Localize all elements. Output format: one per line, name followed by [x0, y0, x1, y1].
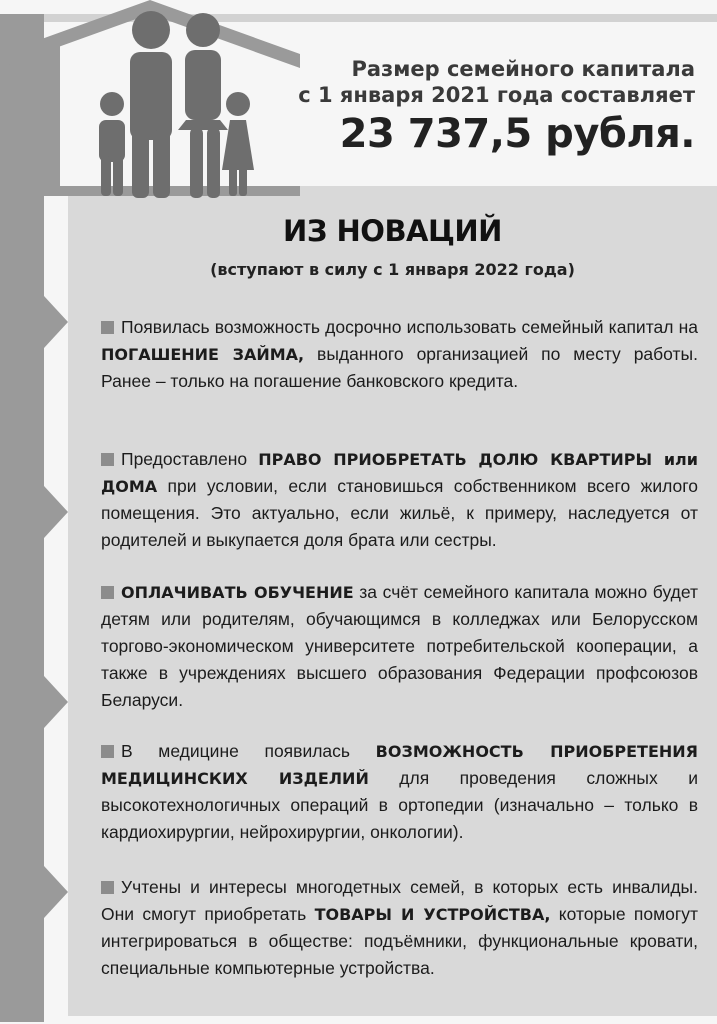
capital-amount: 23 737,5 рубля.: [339, 111, 695, 157]
house-wall-left: [44, 46, 60, 196]
list-item: Предоставлено ПРАВО ПРИОБРЕТАТЬ ДОЛЮ КВАРТИРЫ или ДОМА при условии, если становишься собственником всего жилого помещения. Это актуально, если жильё, к примеру, наследуется от родителей и выкупается доля брата или сестры.: [101, 449, 698, 550]
list-item: ОПЛАЧИВАТЬ ОБУЧЕНИЕ за счёт семейного капитала можно будет детям или родителям, обучающимся в колледжах или Белорусском торгово-экономическом университете потребительской кооперации, а также в учреждениях высшего образования Федерации профсоюзов Беларуси.: [101, 582, 698, 710]
header-line-2: с 1 января 2021 года составляет: [298, 83, 695, 107]
chevron-icon: [44, 676, 68, 728]
bullet-square-icon: [101, 321, 114, 334]
bullet-square-icon: [101, 586, 114, 599]
house-floor: [44, 186, 300, 196]
chevron-icon: [44, 866, 68, 918]
section-subtitle: (вступают в силу с 1 января 2022 года): [210, 260, 575, 279]
section-title: ИЗ НОВАЦИЙ: [283, 214, 502, 248]
list-item: В медицине появилась ВОЗМОЖНОСТЬ ПРИОБРЕТЕНИЯ МЕДИЦИНСКИХ ИЗДЕЛИЙ для проведения сложных и высокотехнологичных операций в ортопедии (изначально – только в кардиохирургии, нейрохирургии, онкологии).: [101, 741, 699, 842]
header-block: [298, 56, 695, 160]
list-item: Появилась возможность досрочно использовать семейный капитал на ПОГАШЕНИЕ ЗАЙМА, выданного организацией по месту работы. Ранее – только на погашение банковского кредита.: [101, 317, 698, 391]
list-item: Учтены и интересы многодетных семей, в которых есть инвалиды. Они смогут приобретать ТОВАРЫ И УСТРОЙСТВА, которые помогут интегрироваться в обществе: подъёмники, функциональные кровати, специальные компьютерные устройства.: [101, 877, 698, 978]
bullet-square-icon: [101, 745, 114, 758]
chevron-icon: [44, 296, 68, 348]
bullet-square-icon: [101, 881, 114, 894]
family-house-icon: [0, 0, 300, 210]
header-line-1: Размер семейного капитала: [351, 57, 695, 81]
chevron-icon: [44, 486, 68, 538]
bullet-square-icon: [101, 453, 114, 466]
